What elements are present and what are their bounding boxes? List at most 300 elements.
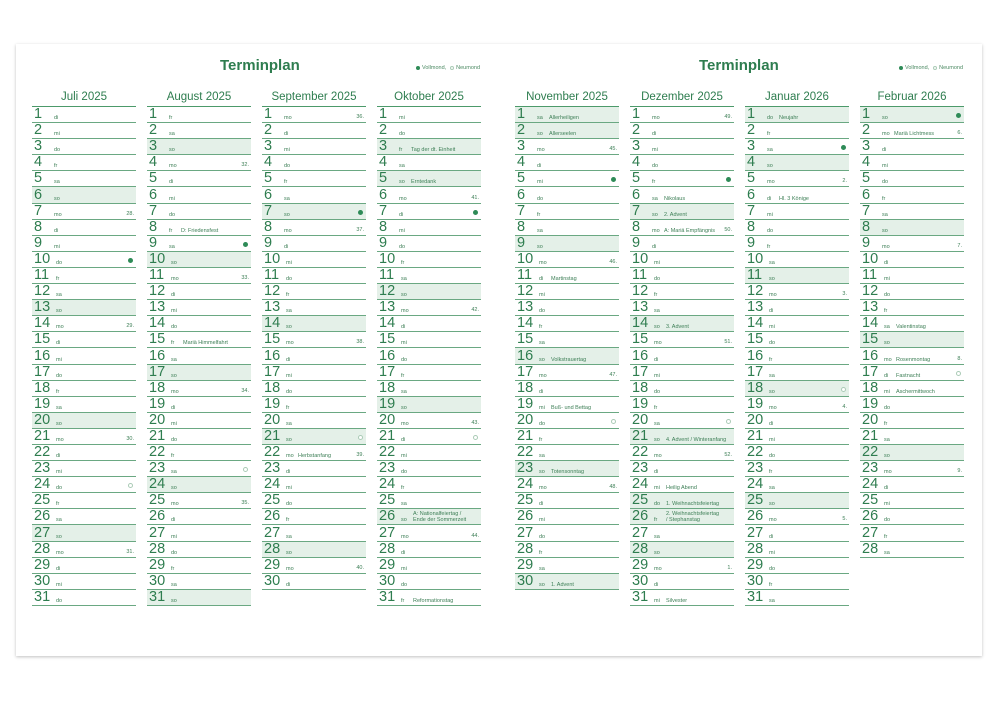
day-row[interactable]	[147, 236, 251, 252]
day-number: 1	[517, 106, 526, 123]
day-row[interactable]	[32, 365, 136, 381]
day-number: 7	[747, 202, 756, 219]
day-row[interactable]	[262, 477, 366, 493]
day-row[interactable]	[630, 445, 734, 461]
day-number: 10	[34, 250, 51, 267]
day-row[interactable]	[262, 348, 366, 364]
day-row[interactable]	[745, 139, 849, 155]
weekday-label: so	[171, 597, 177, 604]
day-row[interactable]	[515, 268, 619, 284]
day-row[interactable]	[147, 365, 251, 381]
day-row[interactable]	[860, 316, 964, 332]
day-row[interactable]	[377, 171, 481, 187]
day-row[interactable]	[377, 413, 481, 429]
day-row[interactable]	[262, 171, 366, 187]
day-row[interactable]	[745, 316, 849, 332]
day-row[interactable]	[630, 300, 734, 316]
day-row[interactable]	[262, 284, 366, 300]
day-row[interactable]	[32, 123, 136, 139]
day-row[interactable]	[32, 204, 136, 220]
day-row[interactable]	[262, 413, 366, 429]
day-row[interactable]	[147, 171, 251, 187]
day-row[interactable]	[630, 413, 734, 429]
day-number: 30	[747, 572, 764, 589]
day-row[interactable]	[147, 284, 251, 300]
day-row[interactable]	[377, 123, 481, 139]
day-row[interactable]	[860, 236, 964, 252]
day-row[interactable]	[745, 155, 849, 171]
day-row[interactable]	[630, 332, 734, 348]
day-number: 1	[747, 106, 756, 123]
week-number: 52.	[724, 452, 732, 459]
day-row[interactable]	[630, 525, 734, 541]
day-row[interactable]	[377, 139, 481, 155]
weekday-label: di	[537, 163, 542, 170]
day-row[interactable]	[630, 574, 734, 590]
day-row[interactable]	[32, 477, 136, 493]
day-row[interactable]	[745, 220, 849, 236]
day-row[interactable]	[262, 107, 366, 123]
weekday-label: do	[171, 324, 178, 331]
day-row[interactable]	[515, 525, 619, 541]
day-row[interactable]	[377, 493, 481, 509]
day-row[interactable]	[262, 204, 366, 220]
day-row[interactable]	[515, 332, 619, 348]
day-row[interactable]	[630, 542, 734, 558]
day-row[interactable]	[745, 300, 849, 316]
day-row[interactable]	[515, 381, 619, 397]
day-number: 14	[747, 315, 764, 332]
weekday-label: mi	[284, 147, 290, 154]
day-row[interactable]	[262, 155, 366, 171]
day-row[interactable]	[262, 316, 366, 332]
weekday-label: fr	[56, 388, 60, 395]
day-row[interactable]	[147, 477, 251, 493]
day-row[interactable]	[147, 268, 251, 284]
day-row[interactable]	[377, 284, 481, 300]
day-row[interactable]	[630, 187, 734, 203]
day-row[interactable]	[515, 284, 619, 300]
day-row[interactable]	[32, 525, 136, 541]
day-row[interactable]	[262, 542, 366, 558]
day-row[interactable]	[262, 332, 366, 348]
day-row[interactable]	[745, 574, 849, 590]
day-row[interactable]	[745, 348, 849, 364]
day-row[interactable]	[745, 252, 849, 268]
day-row[interactable]	[262, 381, 366, 397]
day-row[interactable]	[147, 316, 251, 332]
day-row[interactable]	[377, 204, 481, 220]
day-row[interactable]	[630, 397, 734, 413]
day-row[interactable]	[32, 300, 136, 316]
day-row[interactable]	[515, 429, 619, 445]
day-row[interactable]	[860, 187, 964, 203]
day-row[interactable]	[32, 236, 136, 252]
day-row[interactable]	[515, 316, 619, 332]
day-row[interactable]	[630, 493, 734, 509]
full-moon-icon	[611, 177, 616, 182]
day-row[interactable]	[262, 236, 366, 252]
week-number: 1.	[727, 564, 732, 571]
day-row[interactable]	[377, 477, 481, 493]
day-row[interactable]	[32, 542, 136, 558]
day-row[interactable]	[147, 590, 251, 606]
day-row[interactable]	[860, 413, 964, 429]
day-row[interactable]	[515, 558, 619, 574]
day-row[interactable]	[32, 381, 136, 397]
day-row[interactable]	[745, 477, 849, 493]
day-row[interactable]	[515, 171, 619, 187]
day-number: 30	[632, 572, 649, 589]
day-row[interactable]	[860, 284, 964, 300]
day-number: 7	[632, 202, 641, 219]
day-number: 25	[149, 492, 166, 509]
day-row[interactable]	[147, 509, 251, 525]
day-row[interactable]	[860, 123, 964, 139]
day-row[interactable]	[32, 493, 136, 509]
day-row[interactable]	[147, 558, 251, 574]
day-row[interactable]	[262, 252, 366, 268]
day-number: 17	[34, 363, 51, 380]
day-row[interactable]	[860, 220, 964, 236]
day-row[interactable]	[262, 220, 366, 236]
day-row[interactable]	[377, 445, 481, 461]
weekday-label: sa	[399, 163, 405, 170]
day-row[interactable]	[630, 461, 734, 477]
day-row[interactable]	[147, 413, 251, 429]
day-row[interactable]	[745, 413, 849, 429]
day-row[interactable]	[860, 542, 964, 558]
weekday-label: so	[286, 549, 292, 556]
day-row[interactable]	[262, 574, 366, 590]
day-row[interactable]	[32, 187, 136, 203]
day-row[interactable]	[745, 558, 849, 574]
day-row[interactable]	[262, 365, 366, 381]
day-row[interactable]	[860, 493, 964, 509]
day-row[interactable]	[630, 365, 734, 381]
day-row[interactable]	[262, 300, 366, 316]
day-row[interactable]	[147, 187, 251, 203]
day-row[interactable]	[377, 155, 481, 171]
day-number: 20	[862, 411, 879, 428]
day-row[interactable]	[377, 397, 481, 413]
day-row[interactable]	[377, 107, 481, 123]
day-row[interactable]	[745, 493, 849, 509]
day-row[interactable]	[515, 123, 619, 139]
day-row[interactable]	[262, 268, 366, 284]
day-row[interactable]	[630, 381, 734, 397]
day-row[interactable]	[630, 236, 734, 252]
day-row[interactable]	[515, 252, 619, 268]
day-row[interactable]	[377, 187, 481, 203]
day-row[interactable]	[262, 429, 366, 445]
day-row[interactable]	[745, 590, 849, 606]
day-row[interactable]	[860, 348, 964, 364]
day-row[interactable]	[262, 493, 366, 509]
day-row[interactable]	[32, 268, 136, 284]
day-row[interactable]	[745, 509, 849, 525]
day-row[interactable]	[745, 365, 849, 381]
day-row[interactable]	[860, 252, 964, 268]
week-number: 46.	[609, 258, 617, 265]
day-row[interactable]	[147, 542, 251, 558]
day-row[interactable]	[860, 525, 964, 541]
day-row[interactable]	[860, 139, 964, 155]
day-row[interactable]	[32, 171, 136, 187]
day-number: 24	[632, 476, 649, 493]
weekday-label: so	[171, 259, 177, 266]
day-row[interactable]	[377, 220, 481, 236]
weekday-label: so	[882, 115, 888, 122]
day-row[interactable]	[147, 493, 251, 509]
day-row[interactable]	[32, 332, 136, 348]
weekday-label: mo	[652, 115, 660, 122]
day-row[interactable]	[377, 542, 481, 558]
day-number: 12	[517, 283, 534, 300]
day-row[interactable]	[147, 397, 251, 413]
day-row[interactable]	[860, 429, 964, 445]
day-row[interactable]	[630, 429, 734, 445]
day-number: 24	[747, 476, 764, 493]
day-row[interactable]	[515, 187, 619, 203]
day-row[interactable]	[745, 236, 849, 252]
weekday-label: sa	[284, 195, 290, 202]
day-row[interactable]	[377, 525, 481, 541]
day-row[interactable]	[745, 204, 849, 220]
day-row[interactable]	[32, 348, 136, 364]
day-row[interactable]	[262, 397, 366, 413]
day-number: 29	[264, 556, 281, 573]
day-row[interactable]	[515, 348, 619, 364]
weekday-label: di	[56, 565, 61, 572]
day-row[interactable]	[32, 429, 136, 445]
full-moon-icon	[841, 145, 846, 150]
day-row[interactable]	[515, 445, 619, 461]
day-row[interactable]	[515, 397, 619, 413]
day-row[interactable]	[630, 590, 734, 606]
day-row[interactable]	[860, 268, 964, 284]
day-row[interactable]	[745, 381, 849, 397]
day-row[interactable]	[377, 348, 481, 364]
day-row[interactable]	[147, 332, 251, 348]
day-row[interactable]	[630, 123, 734, 139]
day-row[interactable]	[147, 525, 251, 541]
day-row[interactable]	[32, 509, 136, 525]
week-number: 29.	[126, 323, 134, 330]
day-row[interactable]	[860, 155, 964, 171]
day-row[interactable]	[32, 413, 136, 429]
day-row[interactable]	[745, 171, 849, 187]
day-row[interactable]	[377, 236, 481, 252]
day-row[interactable]	[860, 461, 964, 477]
day-row[interactable]	[515, 204, 619, 220]
day-row[interactable]	[515, 461, 619, 477]
day-row[interactable]	[630, 155, 734, 171]
day-row[interactable]	[630, 139, 734, 155]
day-row[interactable]	[147, 445, 251, 461]
day-row[interactable]	[377, 381, 481, 397]
day-row[interactable]	[860, 332, 964, 348]
day-row[interactable]	[147, 107, 251, 123]
day-row[interactable]	[262, 509, 366, 525]
day-row[interactable]	[147, 429, 251, 445]
day-row[interactable]	[32, 397, 136, 413]
day-row[interactable]	[377, 429, 481, 445]
day-row[interactable]	[630, 509, 734, 525]
day-row[interactable]	[262, 123, 366, 139]
day-row[interactable]	[745, 332, 849, 348]
day-row[interactable]	[515, 574, 619, 590]
day-row[interactable]	[377, 365, 481, 381]
day-row[interactable]	[860, 445, 964, 461]
day-row[interactable]	[262, 445, 366, 461]
day-row[interactable]	[262, 139, 366, 155]
day-row[interactable]	[147, 155, 251, 171]
day-row[interactable]	[860, 107, 964, 123]
day-row[interactable]	[745, 284, 849, 300]
weekday-label: sa	[537, 227, 543, 234]
day-row[interactable]	[860, 397, 964, 413]
day-row[interactable]	[32, 590, 136, 606]
day-row[interactable]	[377, 268, 481, 284]
day-row[interactable]	[630, 252, 734, 268]
weekday-label: sa	[884, 436, 890, 443]
day-number: 26	[379, 508, 396, 525]
day-row[interactable]	[515, 509, 619, 525]
holiday-label: 2. Advent	[664, 211, 687, 218]
weekday-label: mi	[537, 179, 543, 186]
day-row[interactable]	[515, 107, 619, 123]
day-row[interactable]	[32, 155, 136, 171]
day-row[interactable]	[147, 252, 251, 268]
day-row[interactable]	[32, 284, 136, 300]
day-row[interactable]	[630, 268, 734, 284]
day-row[interactable]	[515, 236, 619, 252]
day-row[interactable]	[515, 542, 619, 558]
day-row[interactable]	[147, 220, 251, 236]
day-number: 18	[632, 379, 649, 396]
day-row[interactable]	[147, 300, 251, 316]
day-row[interactable]	[147, 348, 251, 364]
day-row[interactable]	[147, 139, 251, 155]
day-row[interactable]	[515, 493, 619, 509]
day-number: 20	[632, 411, 649, 428]
day-number: 9	[379, 234, 388, 251]
day-row[interactable]	[630, 204, 734, 220]
day-number: 1	[379, 106, 388, 123]
day-number: 1	[149, 106, 158, 123]
day-row[interactable]	[860, 509, 964, 525]
day-row[interactable]	[745, 187, 849, 203]
day-row[interactable]	[630, 316, 734, 332]
day-row[interactable]	[515, 477, 619, 493]
day-row[interactable]	[147, 574, 251, 590]
day-row[interactable]	[32, 445, 136, 461]
day-row[interactable]	[860, 365, 964, 381]
day-row[interactable]	[377, 300, 481, 316]
day-row[interactable]	[147, 123, 251, 139]
day-row[interactable]	[630, 558, 734, 574]
day-row[interactable]	[630, 220, 734, 236]
day-row[interactable]	[860, 171, 964, 187]
day-number: 28	[34, 540, 51, 557]
day-row[interactable]	[630, 477, 734, 493]
day-row[interactable]	[377, 574, 481, 590]
weekday-label: mi	[539, 404, 545, 411]
day-number: 25	[379, 492, 396, 509]
week-number: 43.	[471, 419, 479, 426]
day-row[interactable]	[32, 316, 136, 332]
day-row[interactable]	[32, 107, 136, 123]
day-row[interactable]	[377, 332, 481, 348]
weekday-label: mo	[171, 276, 179, 283]
day-row[interactable]	[515, 220, 619, 236]
day-row[interactable]	[630, 171, 734, 187]
day-row[interactable]	[147, 461, 251, 477]
day-row[interactable]	[630, 348, 734, 364]
month-header: Oktober 2025	[377, 88, 481, 107]
day-number: 26	[149, 508, 166, 525]
day-row[interactable]	[147, 381, 251, 397]
weekday-label: so	[539, 356, 545, 363]
day-number: 5	[517, 170, 526, 187]
day-row[interactable]	[377, 252, 481, 268]
day-number: 2	[747, 122, 756, 139]
day-row[interactable]	[377, 316, 481, 332]
day-row[interactable]	[515, 139, 619, 155]
day-row[interactable]	[377, 509, 481, 525]
day-row[interactable]	[745, 461, 849, 477]
day-row[interactable]	[515, 300, 619, 316]
day-row[interactable]	[745, 542, 849, 558]
day-row[interactable]	[377, 590, 481, 606]
day-row[interactable]	[515, 155, 619, 171]
day-row[interactable]	[377, 461, 481, 477]
holiday-label: A: Nationalfeiertag / Ende der Sommerzeit	[413, 511, 467, 523]
day-row[interactable]	[860, 381, 964, 397]
day-number: 9	[264, 234, 273, 251]
day-row[interactable]	[262, 558, 366, 574]
weekday-label: do	[56, 485, 63, 492]
weekday-label: do	[169, 211, 176, 218]
day-row[interactable]	[32, 139, 136, 155]
day-row[interactable]	[262, 461, 366, 477]
day-row[interactable]	[32, 461, 136, 477]
day-row[interactable]	[262, 187, 366, 203]
day-row[interactable]	[377, 558, 481, 574]
day-row[interactable]	[630, 284, 734, 300]
day-row[interactable]	[630, 107, 734, 123]
day-row[interactable]	[147, 204, 251, 220]
day-row[interactable]	[745, 445, 849, 461]
day-row[interactable]	[32, 558, 136, 574]
day-row[interactable]	[262, 525, 366, 541]
day-row[interactable]	[860, 477, 964, 493]
day-row[interactable]	[745, 525, 849, 541]
day-row[interactable]	[860, 204, 964, 220]
day-row[interactable]	[745, 397, 849, 413]
day-row[interactable]	[745, 123, 849, 139]
day-row[interactable]	[32, 220, 136, 236]
day-row[interactable]	[745, 429, 849, 445]
day-row[interactable]	[32, 252, 136, 268]
day-row[interactable]	[860, 300, 964, 316]
day-row[interactable]	[515, 413, 619, 429]
day-row[interactable]	[745, 268, 849, 284]
day-row[interactable]	[32, 574, 136, 590]
day-row[interactable]	[745, 107, 849, 123]
day-row[interactable]	[515, 365, 619, 381]
